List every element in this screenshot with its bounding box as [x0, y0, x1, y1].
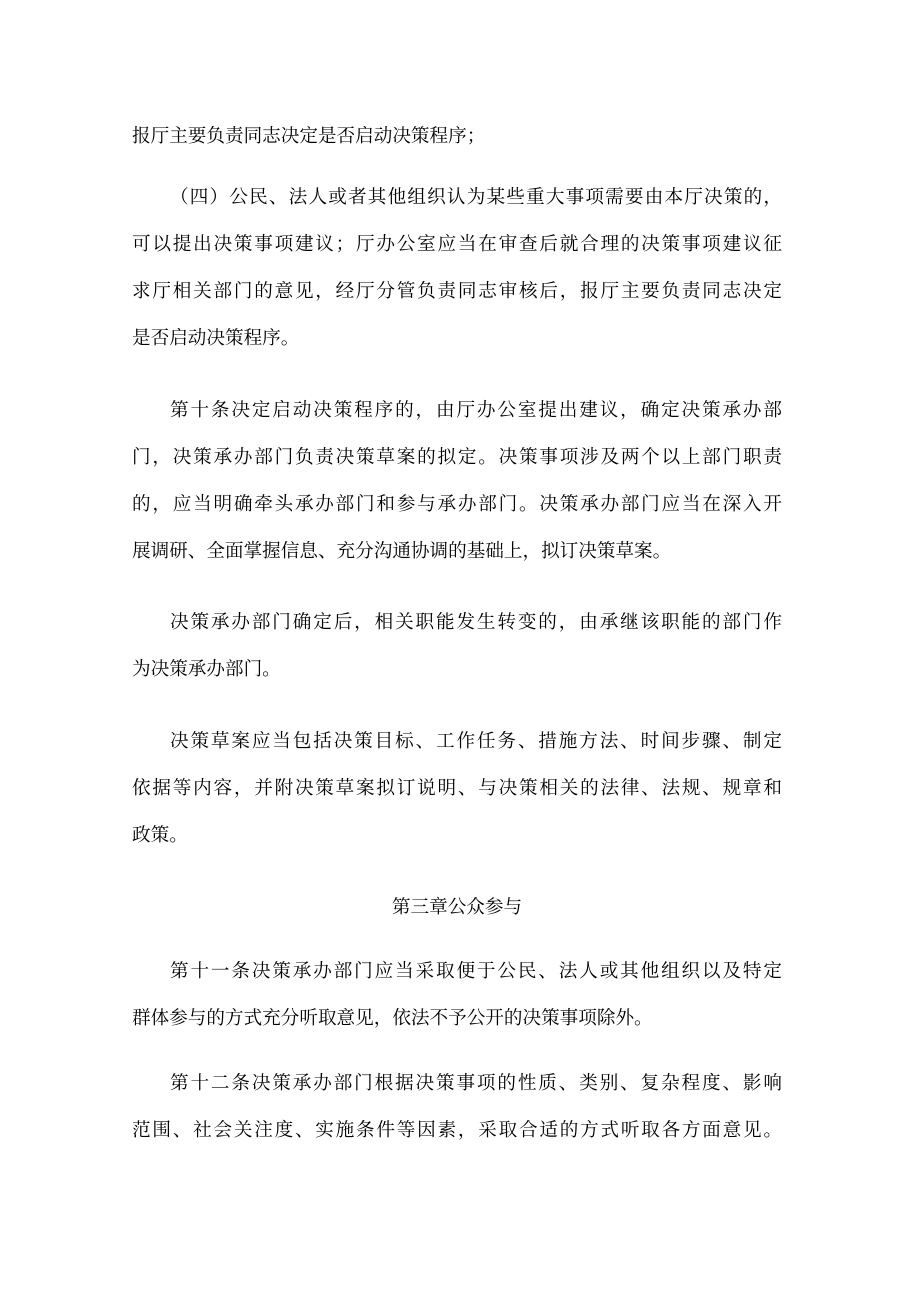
paragraph-line: 群体参与的方式充分听取意见，依法不予公开的决策事项除外。	[132, 1008, 653, 1029]
article-12-line: 第十二条决策承办部门根据决策事项的性质、类别、复杂程度、影响	[170, 1073, 782, 1094]
chapter-heading: 第三章公众参与	[391, 897, 523, 918]
paragraph-line: 为决策承办部门。	[132, 659, 281, 680]
article-11-line: 第十一条决策承办部门应当采取便于公民、法人或其他组织以及特定	[170, 961, 782, 982]
paragraph-line: 依据等内容，并附决策草案拟订说明、与决策相关的法律、法规、规章和	[132, 778, 782, 799]
paragraph-line: 是否启动决策程序。	[132, 328, 300, 349]
paragraph-line: 范围、社会关注度、实施条件等因素，采取合适的方式听取各方面意见。	[132, 1120, 782, 1141]
article-10-line: 第十条决定启动决策程序的，由厅办公室提出建议，确定决策承办部	[170, 400, 782, 421]
paragraph-line: 决策草案应当包括决策目标、工作任务、措施方法、时间步骤、制定	[170, 731, 782, 752]
paragraph-line: 展调研、全面掌握信息、充分沟通协调的基础上，拟订决策草案。	[132, 541, 672, 562]
paragraph-line: 门，决策承办部门负责决策草案的拟定。决策事项涉及两个以上部门职责	[132, 447, 782, 468]
paragraph-line: 决策承办部门确定后，相关职能发生转变的，由承继该职能的部门作	[170, 612, 782, 633]
paragraph-line: 的，应当明确牵头承办部门和参与承办部门。决策承办部门应当在深入开	[132, 494, 782, 515]
paragraph-line: 政策。	[132, 825, 188, 846]
paragraph-line: （四）公民、法人或者其他组织认为某些重大事项需要由本厅决策的，	[170, 187, 782, 208]
paragraph-line: 求厅相关部门的意见，经厅分管负责同志审核后，报厅主要负责同志决定	[132, 281, 782, 302]
paragraph-line: 报厅主要负责同志决定是否启动决策程序；	[132, 126, 486, 147]
paragraph-line: 可以提出决策事项建议；厅办公室应当在审查后就合理的决策事项建议征	[132, 234, 782, 255]
